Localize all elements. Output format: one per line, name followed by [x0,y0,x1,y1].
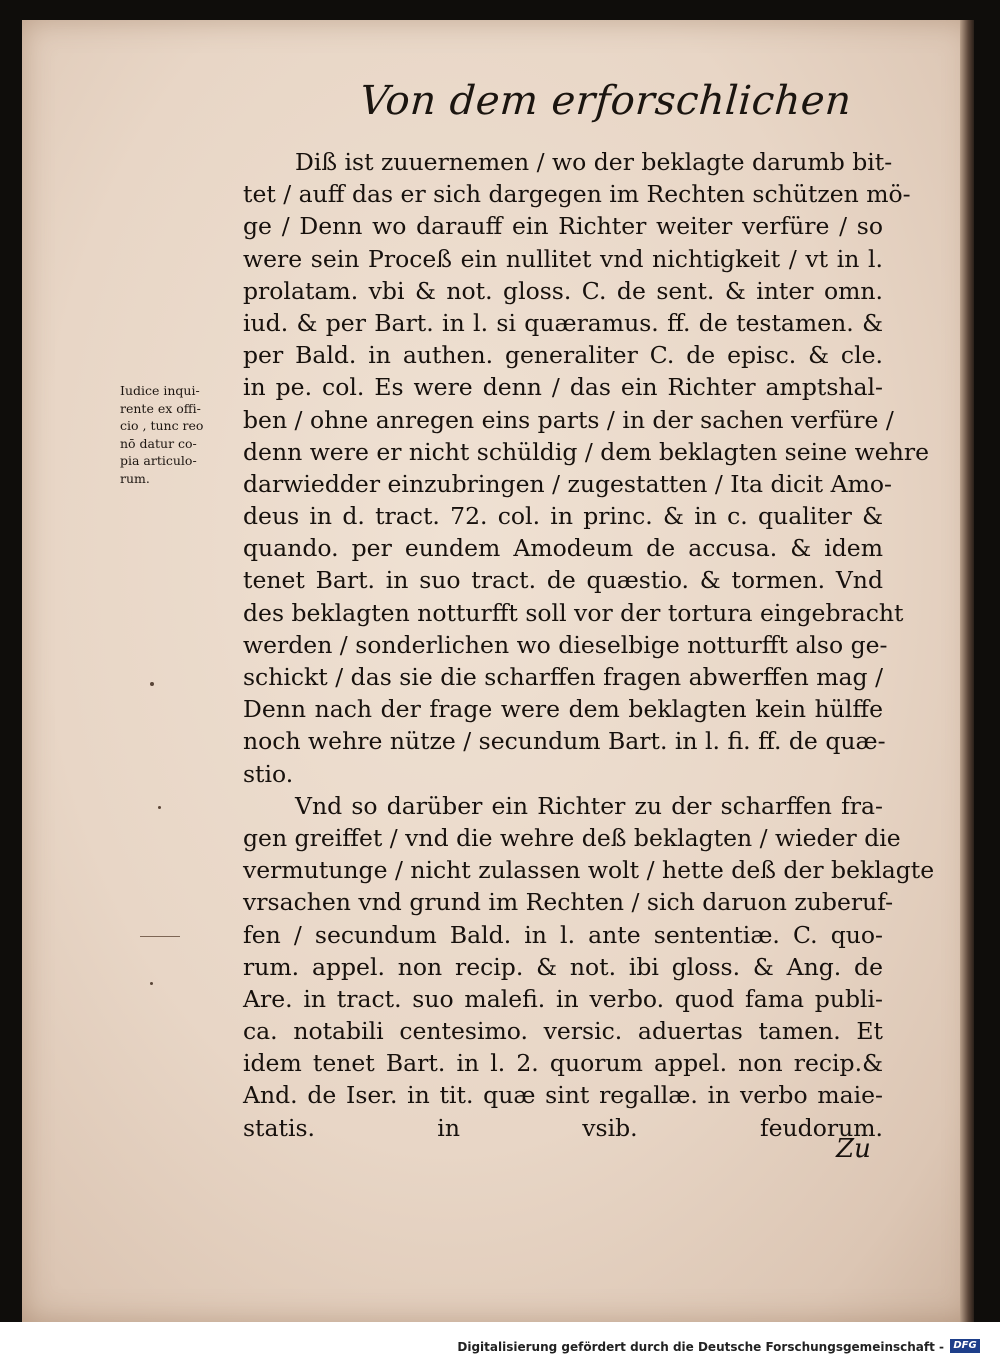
book-spine [960,20,974,1322]
ink-speck [150,682,154,686]
text-line: idem tenet Bart. in l. 2. quorum appel. non recip.& [243,1049,883,1078]
text-line: werden / sonderlichen wo dieselbige notturfft also ge- [243,630,888,659]
text-line: iud. & per Bart. in l. si quæramus. ff. de testamen. & [243,308,883,337]
margin-note-line: nō datur co- [120,435,197,451]
margin-note-line: Iudice inqui- [120,383,200,398]
catchword: Zu [836,1134,871,1164]
text-line: stio. [243,759,294,788]
ink-speck [150,982,153,985]
running-heading: Von dem erforschlichen [358,78,853,124]
text-line: schickt / das sie die scharffen fragen abwerffen mag / [243,663,883,691]
text-line: gen greiffet / vnd die wehre deß beklagten / wieder die [243,823,901,852]
text-line: rum. appel. non recip. & not. ibi gloss. & Ang. de [243,952,883,981]
ink-mark [140,936,180,937]
text-line: Denn nach der frage were dem beklagten kein hülffe [243,695,883,724]
text-line: statis. in vsib. feudorum. [243,1113,883,1142]
text-line: tenet Bart. in suo tract. de quæstio. & tormen. Vnd [243,566,883,595]
text-line: ca. notabili centesimo. versic. aduertas tamen. Et [243,1017,883,1046]
text-line: quando. per eundem Amodeum de accusa. & idem [243,534,883,563]
text-line: denn were er nicht schüldig / dem beklagten seine wehre [243,437,929,466]
margin-note-line: cio , tunc reo [120,418,204,434]
text-line: in pe. col. Es were denn / das ein Richter amptshal- [243,373,883,402]
text-line: Vnd so darüber ein Richter zu der scharffen fra- [295,791,883,820]
margin-note [120,382,238,488]
margin-note-line: pia articulo- [120,453,197,469]
text-line: Are. in tract. suo malefi. in verbo. quod fama publi- [243,984,883,1013]
ink-speck [158,806,161,809]
digitization-credit: Digitalisierung gefördert durch die Deutsche Forschungsgemeinschaft - [457,1340,944,1354]
dfg-logo: DFG [950,1339,980,1353]
text-line: des beklagten notturfft soll vor der tortura eingebracht [243,598,904,627]
text-line: deus in d. tract. 72. col. in princ. & in c. qualiter & [243,502,883,531]
text-line: vrsachen vnd grund im Rechten / sich daruon zuberuf- [243,888,894,917]
text-line: tet / auff das er sich dargegen im Rechten schützen mö- [243,180,911,209]
text-line: prolatam. vbi & not. gloss. C. de sent. & inter omn. [243,276,883,305]
text-line: ben / ohne anregen eins parts / in der sachen verfüre / [243,405,894,434]
text-line: vermutunge / nicht zulassen wolt / hette deß der beklagte [243,856,935,885]
body-text [243,146,935,1144]
margin-note-line: rente ex offi- [120,400,201,416]
text-line: were sein Proceß ein nullitet vnd nichtigkeit / vt in l. [243,244,883,273]
text-line: per Bald. in authen. generaliter C. de episc. & cle. [243,341,883,370]
margin-note-line: rum. [120,470,150,486]
text-line: darwiedder einzubringen / zugestatten / Ita dicit Amo- [243,469,892,498]
text-line: fen / secundum Bald. in l. ante sententiæ. C. quo- [243,920,883,949]
text-line: Diß ist zuuernemen / wo der beklagte darumb bit- [295,148,893,176]
text-line: ge / Denn wo darauff ein Richter weiter verfüre / so [243,212,883,241]
text-line: And. de Iser. in tit. quæ sint regallæ. in verbo maie- [243,1081,883,1110]
text-line: noch wehre nütze / secundum Bart. in l. fi. ff. de quæ- [243,727,886,756]
